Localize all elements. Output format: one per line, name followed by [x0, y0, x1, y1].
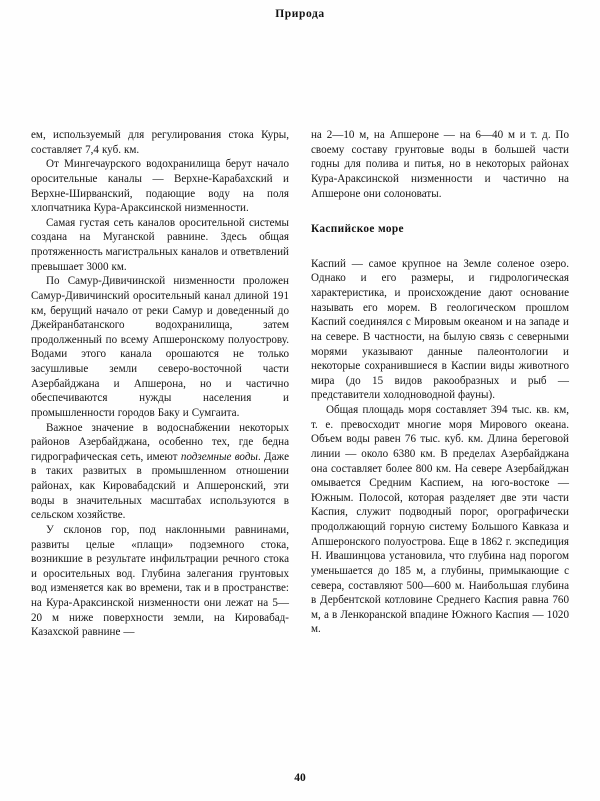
- heading-top-spacer: [311, 201, 569, 222]
- page-number: 40: [294, 772, 306, 784]
- text-run: . Даже в таких развитых в промышленном отношении районах, как Кировабадский и Апшеронский, эти воды в значительных масштабах используются в сельском хозяйстве.: [31, 450, 289, 522]
- text-run: ем, используемый для регулирования стока Куры, составляет 7,4 куб. км.: [31, 129, 289, 156]
- text-run: Каспий — самое крупное на Земле соленое озеро. Однако и его размеры, и гидрологическая характеристика, и происхождение дают основание называть его морем. В геологическом прошлом Каспий соединялся с Мировым океаном и на западе и на севере. В частности, на былую связь с северными морями указывают данные палеонтологии и некоторые сохранившиеся в Каспии виды животного мира (до 15 видов ракообразных и рыб — представители холодноводной фауны).: [311, 257, 569, 402]
- text-run: Общая площадь моря составляет 394 тыс. кв. км, т. е. превосходит многие моря Мирового океана. Объем воды равен 76 тыс. куб. км. Длина береговой линии — около 6380 км. В пределах Азербайджана она составляет более 800 км. На севере Азербайджан омывается Средним Каспием, на юго-востоке — Южным. Полосой, которая разделяет две эти части Каспия, служит подводный порог, орографически продолжающий горную систему Большого Кавказа и Апшеронского полуострова. Еще в 1862 г. экспедиция Н. Ивашинцова установила, что глубина над порогом уменьшается до 185 м, а глубины, примыкающие с севера, составляют 500—600 м. Наибольшая глубина в Дербентской котловине Среднего Каспия равна 760 м, а в Ленкоранской впадине Южного Каспия — 1020 м.: [311, 404, 569, 636]
- body-paragraph-left-5: [31, 421, 289, 523]
- body-paragraph-right-continued: [311, 128, 569, 201]
- text-run: Важное значение в водоснабжении некоторых районов Азербайджана, особенно тех, где бедна гидрографическая сеть, имеют: [31, 421, 289, 463]
- left-text-column: [31, 128, 289, 640]
- text-run: По Самур-Дивичинской низменности проложен Самур-Дивичинский оросительный канал длиной 191 км, берущий начало от реки Самур и доведенный до Джейранбатанского водохранилища, затем продолженный по всему Апшеронскому полуострову. Водами этого канала орошаются не только засушливые земли северо-восточной части Азербайджана и Апшерона, но и частично обеспечиваются нужды населения и промышленности городов Баку и Сумгаита.: [31, 275, 289, 419]
- body-paragraph-left-4: [31, 274, 289, 420]
- right-text-column: [311, 128, 569, 637]
- text-run: От Мингечаурского водохранилища берут начало оросительные каналы — Верхне-Карабахский и Верхне-Ширванский, подающие воду на поля хлопчатника Кура-Араксинской низменности.: [31, 158, 289, 215]
- body-paragraph-right-1: [311, 257, 569, 403]
- text-run: Самая густая сеть каналов оросительной системы создана на Муганской равнине. Здесь общая протяженность магистральных каналов и ответвлений превышает 3000 км.: [31, 216, 289, 273]
- body-paragraph-right-2: [311, 403, 569, 637]
- body-paragraph-left-1: [31, 128, 289, 157]
- body-paragraph-left-3: [31, 216, 289, 275]
- heading-bottom-spacer: [311, 237, 569, 257]
- body-paragraph-left-2: [31, 157, 289, 216]
- emphasized-term: подземные воды: [180, 450, 258, 463]
- text-run: на 2—10 м, на Апшероне — на 6—40 м и т. д. По своему составу грунтовые воды в большей части годны для полива и питья, но в некоторых районах Кура-Араксинской низменности и частично на Апшероне они солоноваты.: [311, 129, 569, 200]
- text-columns: [31, 128, 569, 640]
- text-run: У склонов гор, под наклонными равнинами, развиты целые «плащи» подземного стока, возникшие в результате инфильтрации речного стока и оросительных вод. Глубина залегания грунтовых вод изменяется как во времени, так и в пространстве: на Кура-Араксинской низменности они лежат на 5—20 м ниже поверхности земли, на Кировабад-Казахской равнине —: [31, 523, 289, 639]
- section-heading-caspian-sea: Каспийское море: [311, 223, 404, 236]
- body-paragraph-left-6: [31, 523, 289, 640]
- running-head: Природа: [275, 8, 325, 20]
